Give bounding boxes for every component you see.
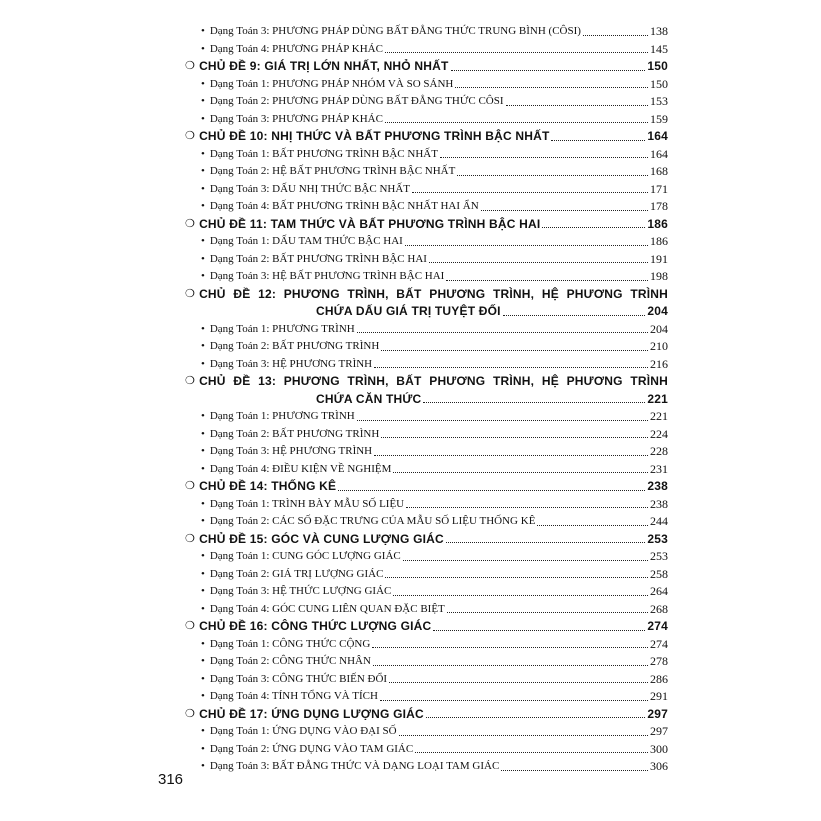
entry-page: 224: [650, 426, 668, 441]
toc-chapter: [185, 128, 668, 146]
entry-page: 159: [650, 111, 668, 126]
entry-page: 168: [650, 164, 668, 178]
dot-leader: [381, 350, 648, 351]
entry-page: 178: [650, 199, 668, 213]
dot-leader: [357, 332, 648, 333]
entry-page: 198: [650, 269, 668, 283]
dot-leader: [501, 770, 648, 771]
entry-page: 264: [650, 584, 668, 598]
dot-leader: [451, 70, 646, 71]
dot-leader: [393, 595, 648, 596]
toc-chapter: [185, 706, 668, 724]
entry-page: 238: [650, 496, 668, 511]
entry-title: • Dạng Toán 3: HỆ BẤT PHƯƠNG TRÌNH BẬC HAI: [209, 270, 445, 282]
dot-leader: [433, 630, 645, 631]
toc-entry: [185, 338, 668, 356]
entry-title: • Dạng Toán 3: HỆ PHƯƠNG TRÌNH: [209, 445, 373, 457]
dot-leader: [481, 210, 648, 211]
entry-page: 297: [650, 724, 668, 738]
dot-leader: [381, 437, 648, 438]
entry-title: • Dạng Toán 3: HỆ PHƯƠNG TRÌNH: [209, 357, 373, 370]
dot-leader: [506, 105, 648, 106]
toc-entry: [185, 496, 668, 514]
entry-title: • Dạng Toán 4: PHƯƠNG PHÁP KHÁC: [209, 42, 383, 55]
toc-entry: [185, 741, 668, 759]
table-of-contents: [185, 23, 668, 776]
chapter-title: CHỦ ĐỀ 16: CÔNG THỨC LƯỢNG GIÁC: [199, 619, 432, 633]
toc-entry: [185, 408, 668, 426]
dot-leader: [455, 87, 648, 88]
dot-leader: [551, 140, 645, 141]
circle-bullet-icon: ❍: [185, 620, 196, 632]
toc-entry: [185, 268, 668, 286]
chapter-title: CHỦ ĐỀ 14: THỐNG KÊ: [199, 479, 337, 493]
toc-chapter: [185, 216, 668, 234]
entry-page: 191: [650, 251, 668, 266]
chapter-title: CHỦ ĐỀ 11: TAM THỨC VÀ BẤT PHƯƠNG TRÌNH BẬC HAI: [199, 216, 541, 231]
toc-entry: [185, 181, 668, 199]
dot-leader: [373, 665, 648, 666]
chapter-page: 164: [647, 129, 668, 143]
circle-bullet-icon: ❍: [185, 60, 196, 72]
toc-chapter: [185, 58, 668, 76]
entry-page: 216: [650, 356, 668, 371]
dot-leader: [503, 315, 646, 316]
dot-leader: [440, 157, 648, 158]
entry-title: • Dạng Toán 1: BẤT PHƯƠNG TRÌNH BẬC NHẤT: [209, 147, 438, 160]
chapter-page: 186: [647, 216, 668, 231]
toc-entry: [185, 93, 668, 111]
toc-chapter: [185, 618, 668, 636]
dot-leader: [385, 577, 648, 578]
dot-leader: [583, 35, 648, 36]
toc-entry: [185, 688, 668, 706]
dot-leader: [429, 262, 648, 263]
entry-title: • Dạng Toán 1: PHƯƠNG TRÌNH: [209, 410, 355, 422]
entry-title: • Dạng Toán 1: ỨNG DỤNG VÀO ĐẠI SỐ: [209, 725, 397, 737]
entry-title: • Dạng Toán 3: DẤU NHỊ THỨC BẬC NHẤT: [209, 182, 411, 195]
entry-page: 291: [650, 689, 668, 703]
entry-page: 231: [650, 461, 668, 476]
circle-bullet-icon: ❍: [185, 707, 196, 720]
entry-page: 210: [650, 339, 668, 353]
entry-page: 186: [650, 234, 668, 248]
entry-page: 153: [650, 94, 668, 108]
toc-entry: [185, 566, 668, 584]
chapter-title: CHỦ ĐỀ 15: GÓC VÀ CUNG LƯỢNG GIÁC: [199, 531, 444, 546]
dot-leader: [447, 612, 648, 613]
dot-leader: [374, 455, 648, 456]
circle-bullet-icon: ❍: [185, 287, 196, 300]
toc-entry: [185, 461, 668, 479]
toc-entry: [185, 163, 668, 181]
entry-page: 145: [650, 41, 668, 56]
dot-leader: [389, 682, 648, 683]
entry-title: • Dạng Toán 2: GIÁ TRỊ LƯỢNG GIÁC: [209, 567, 384, 580]
dot-leader: [403, 560, 648, 561]
toc-entry: [185, 198, 668, 216]
entry-title: • Dạng Toán 4: GÓC CUNG LIÊN QUAN ĐẶC BIỆT: [209, 602, 445, 615]
dot-leader: [542, 227, 645, 228]
dot-leader: [457, 175, 648, 176]
dot-leader: [537, 525, 648, 526]
circle-bullet-icon: ❍: [185, 375, 196, 387]
entry-title: • Dạng Toán 2: PHƯƠNG PHÁP DÙNG BẤT ĐẲNG THỨC CÔSI: [209, 95, 504, 107]
entry-page: 274: [650, 636, 668, 651]
dot-leader: [385, 52, 648, 53]
dot-leader: [412, 192, 648, 193]
entry-title: • Dạng Toán 2: CÁC SỐ ĐẶC TRƯNG CỦA MẪU SỐ LIỆU THỐNG KÊ: [209, 515, 536, 527]
toc-entry: [185, 233, 668, 251]
toc-chapter: [185, 373, 668, 408]
chapter-page: 204: [647, 304, 668, 318]
circle-bullet-icon: ❍: [185, 130, 196, 142]
toc-entry: [185, 111, 668, 129]
dot-leader: [357, 420, 648, 421]
entry-page: 244: [650, 514, 668, 528]
entry-page: 268: [650, 601, 668, 616]
entry-title: • Dạng Toán 2: BẤT PHƯƠNG TRÌNH BẬC HAI: [209, 252, 427, 265]
entry-title: • Dạng Toán 3: CÔNG THỨC BIẾN ĐỔI: [209, 672, 388, 685]
entry-title: • Dạng Toán 3: BẤT ĐẲNG THỨC VÀ DẠNG LOẠI TAM GIÁC: [209, 760, 500, 772]
dot-leader: [423, 402, 645, 403]
toc-entry: [185, 356, 668, 374]
dot-leader: [446, 542, 646, 543]
chapter-page: 238: [647, 479, 668, 493]
entry-page: 258: [650, 566, 668, 581]
chapter-title-line2: CHỨA CĂN THỨC: [316, 391, 422, 406]
entry-page: 204: [650, 321, 668, 336]
entry-title: • Dạng Toán 3: PHƯƠNG PHÁP KHÁC: [209, 112, 383, 125]
chapter-page: 221: [647, 391, 668, 406]
toc-entry: [185, 653, 668, 671]
entry-title: • Dạng Toán 2: CÔNG THỨC NHÂN: [209, 655, 371, 667]
toc-entry: [185, 583, 668, 601]
chapter-page: 274: [647, 619, 668, 633]
entry-page: 228: [650, 444, 668, 458]
toc-entry: [185, 443, 668, 461]
dot-leader: [385, 122, 648, 123]
entry-page: 164: [650, 146, 668, 161]
dot-leader: [399, 735, 648, 736]
entry-title: • Dạng Toán 2: ỨNG DỤNG VÀO TAM GIÁC: [209, 742, 414, 755]
chapter-page: 297: [647, 706, 668, 721]
entry-title: • Dạng Toán 4: TÍNH TỔNG VÀ TÍCH: [209, 690, 378, 702]
entry-title: • Dạng Toán 1: PHƯƠNG PHÁP NHÓM VÀ SO SÁNH: [209, 77, 454, 90]
toc-entry: [185, 513, 668, 531]
chapter-title: CHỦ ĐỀ 10: NHỊ THỨC VÀ BẤT PHƯƠNG TRÌNH BẬC NHẤT: [199, 129, 550, 143]
toc-entry: [185, 426, 668, 444]
toc-entry: [185, 671, 668, 689]
toc-entry: [185, 723, 668, 741]
chapter-title-line2: CHỨA DẤU GIÁ TRỊ TUYỆT ĐỐI: [316, 304, 501, 318]
entry-title: • Dạng Toán 3: HỆ THỨC LƯỢNG GIÁC: [209, 585, 392, 597]
toc-entry: [185, 146, 668, 164]
entry-page: 150: [650, 76, 668, 91]
entry-page: 300: [650, 741, 668, 756]
dot-leader: [415, 752, 648, 753]
circle-bullet-icon: ❍: [185, 480, 196, 492]
dot-leader: [372, 647, 648, 648]
entry-page: 138: [650, 24, 668, 38]
page-number: 316: [158, 771, 184, 788]
toc-entry: [185, 251, 668, 269]
entry-page: 221: [650, 409, 668, 423]
chapter-title: CHỦ ĐỀ 13: PHƯƠNG TRÌNH, BẤT PHƯƠNG TRÌNH, HỆ PHƯƠNG TRÌNH: [199, 374, 668, 388]
entry-title: • Dạng Toán 4: BẤT PHƯƠNG TRÌNH BẬC NHẤT HAI ẨN: [209, 200, 479, 212]
toc-entry: [185, 41, 668, 59]
entry-title: • Dạng Toán 1: TRÌNH BÀY MẪU SỐ LIỆU: [209, 497, 405, 510]
entry-title: • Dạng Toán 1: PHƯƠNG TRÌNH: [209, 322, 355, 335]
entry-title: • Dạng Toán 2: HỆ BẤT PHƯƠNG TRÌNH BẬC NHẤT: [209, 165, 456, 177]
entry-title: • Dạng Toán 1: DẤU TAM THỨC BẬC HAI: [209, 235, 403, 247]
toc-entry: [185, 636, 668, 654]
entry-title: • Dạng Toán 2: BẤT PHƯƠNG TRÌNH: [209, 340, 380, 352]
dot-leader: [374, 367, 648, 368]
toc-entry: [185, 321, 668, 339]
entry-title: • Dạng Toán 1: CUNG GÓC LƯỢNG GIÁC: [209, 550, 401, 562]
dot-leader: [380, 700, 648, 701]
entry-page: 171: [650, 181, 668, 196]
dot-leader: [393, 472, 648, 473]
circle-bullet-icon: ❍: [185, 217, 196, 230]
entry-page: 286: [650, 671, 668, 686]
toc-entry: [185, 76, 668, 94]
toc-entry: [185, 758, 668, 776]
toc-entry: [185, 548, 668, 566]
chapter-page: 150: [647, 59, 668, 73]
entry-page: 306: [650, 759, 668, 773]
toc-chapter: [185, 531, 668, 549]
dot-leader: [338, 490, 645, 491]
entry-page: 278: [650, 654, 668, 668]
chapter-page: 253: [647, 531, 668, 546]
circle-bullet-icon: ❍: [185, 532, 196, 545]
dot-leader: [406, 507, 648, 508]
entry-page: 253: [650, 549, 668, 563]
entry-title: • Dạng Toán 4: ĐIỀU KIỆN VỀ NGHIỆM: [209, 462, 392, 475]
toc-chapter: [185, 286, 668, 321]
entry-title: • Dạng Toán 3: PHƯƠNG PHÁP DÙNG BẤT ĐẲNG THỨC TRUNG BÌNH (CÔSI): [209, 25, 581, 37]
entry-title: • Dạng Toán 2: BẤT PHƯƠNG TRÌNH: [209, 427, 380, 440]
dot-leader: [405, 245, 648, 246]
toc-entry: [185, 23, 668, 41]
toc-chapter: [185, 478, 668, 496]
chapter-title: CHỦ ĐỀ 9: GIÁ TRỊ LỚN NHẤT, NHỎ NHẤT: [199, 59, 449, 73]
toc-entry: [185, 601, 668, 619]
chapter-title: CHỦ ĐỀ 12: PHƯƠNG TRÌNH, BẤT PHƯƠNG TRÌNH, HỆ PHƯƠNG TRÌNH: [199, 286, 668, 301]
dot-leader: [446, 280, 648, 281]
entry-title: • Dạng Toán 1: CÔNG THỨC CỘNG: [209, 637, 371, 650]
chapter-title: CHỦ ĐỀ 17: ỨNG DỤNG LƯỢNG GIÁC: [199, 706, 424, 721]
dot-leader: [426, 717, 645, 718]
